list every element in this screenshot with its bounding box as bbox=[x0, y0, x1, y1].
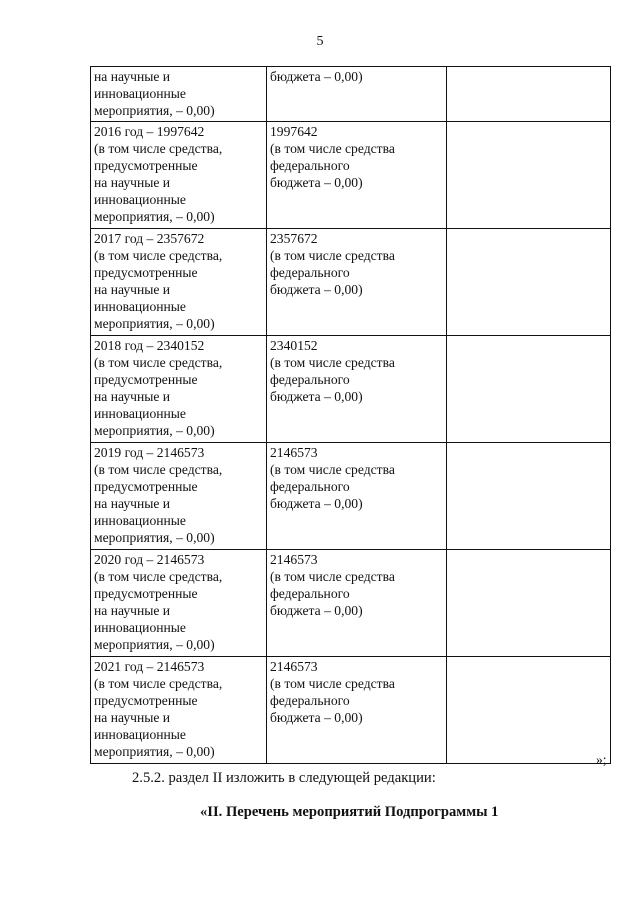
note-cell bbox=[447, 67, 611, 122]
table-row bbox=[91, 122, 611, 229]
note-cell bbox=[447, 336, 611, 443]
federal-cell: 2146573 (в том числе средства федерального бюджета – 0,00) bbox=[267, 550, 447, 657]
table-row bbox=[91, 229, 611, 336]
period-cell: 2019 год – 2146573 (в том числе средства, предусмотренные на научные и инновационные мероприятия, – 0,00) bbox=[91, 443, 267, 550]
period-cell: 2018 год – 2340152 (в том числе средства, предусмотренные на научные и инновационные мероприятия, – 0,00) bbox=[91, 336, 267, 443]
note-cell bbox=[447, 657, 611, 764]
federal-cell: 2357672 (в том числе средства федерального бюджета – 0,00) bbox=[267, 229, 447, 336]
federal-cell: бюджета – 0,00) bbox=[267, 67, 447, 122]
note-cell bbox=[447, 550, 611, 657]
budget-table bbox=[90, 66, 611, 764]
amendment-paragraph: 2.5.2. раздел II изложить в следующей редакции: bbox=[132, 770, 436, 786]
page-number: 5 bbox=[316, 34, 324, 49]
period-cell: 2020 год – 2146573 (в том числе средства, предусмотренные на научные и инновационные мероприятия, – 0,00) bbox=[91, 550, 267, 657]
period-cell: 2016 год – 1997642 (в том числе средства, предусмотренные на научные и инновационные мероприятия, – 0,00) bbox=[91, 122, 267, 229]
federal-cell: 1997642 (в том числе средства федерального бюджета – 0,00) bbox=[267, 122, 447, 229]
table-row bbox=[91, 67, 611, 122]
federal-cell: 2340152 (в том числе средства федерального бюджета – 0,00) bbox=[267, 336, 447, 443]
period-cell: на научные и инновационные мероприятия, – 0,00) bbox=[91, 67, 267, 122]
table-row bbox=[91, 336, 611, 443]
period-cell: 2017 год – 2357672 (в том числе средства, предусмотренные на научные и инновационные мероприятия, – 0,00) bbox=[91, 229, 267, 336]
period-cell: 2021 год – 2146573 (в том числе средства, предусмотренные на научные и инновационные мероприятия, – 0,00) bbox=[91, 657, 267, 764]
table-row bbox=[91, 443, 611, 550]
table-row bbox=[91, 550, 611, 657]
federal-cell: 2146573 (в том числе средства федерального бюджета – 0,00) bbox=[267, 657, 447, 764]
section-heading: «II. Перечень мероприятий Подпрограммы 1 bbox=[200, 804, 499, 820]
closing-quote-mark: »; bbox=[596, 752, 607, 767]
note-cell bbox=[447, 122, 611, 229]
note-cell bbox=[447, 443, 611, 550]
table-row bbox=[91, 657, 611, 764]
note-cell bbox=[447, 229, 611, 336]
federal-cell: 2146573 (в том числе средства федерального бюджета – 0,00) bbox=[267, 443, 447, 550]
